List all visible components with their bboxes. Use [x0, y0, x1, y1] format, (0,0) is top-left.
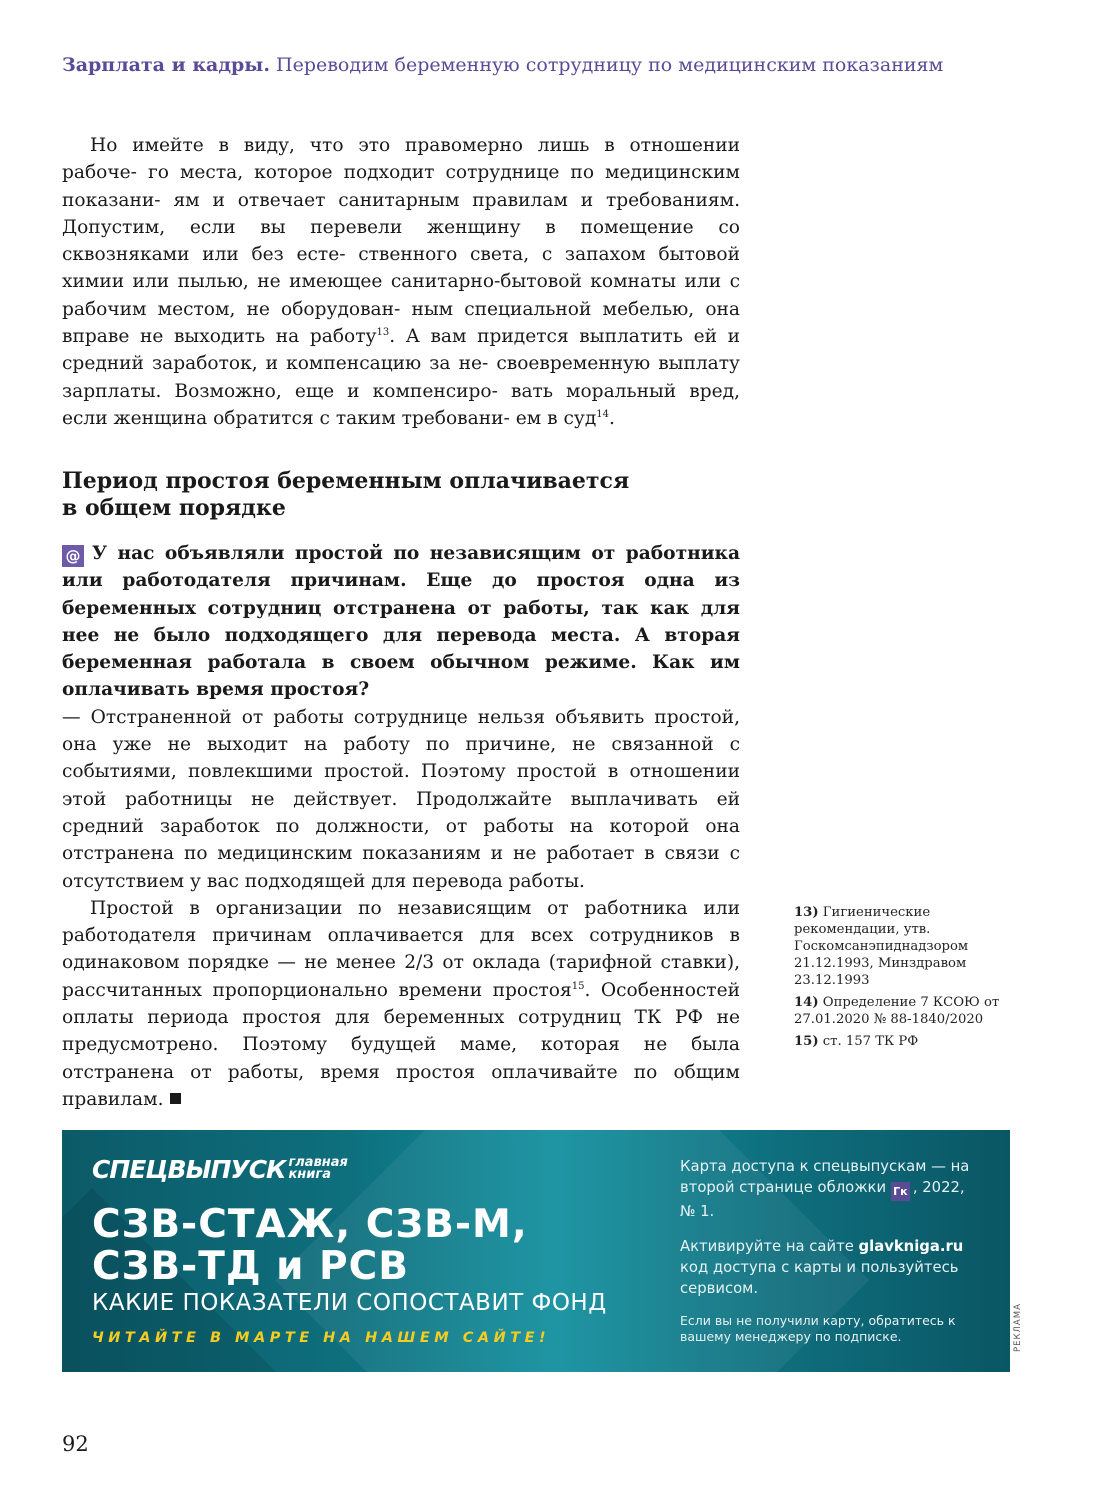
final-text: Простой в организации по независящим от работника или работодателя причинам оплачивается для всех сотрудников в одинаковом порядке — не менее 2/3 от оклада (тарифной ставки), рассчитанных пропорционально времени простоя — [62, 897, 740, 1001]
activate-text — [680, 1236, 980, 1299]
section-heading — [62, 468, 740, 522]
final-text: . Особенностей оплаты периода простоя для беременных сотрудниц ТК РФ не предусмотрено. Поэтому будущей маме, которая не была отстранена от работы, время простоя оплачивайте по общим правилам. — [62, 979, 740, 1110]
intro-line: Но имейте в виду, что это правомерно лишь в отношении рабоче- — [62, 135, 740, 184]
footnote-number: 14) — [794, 995, 819, 1010]
intro-paragraph — [62, 132, 740, 432]
banner-brand-logo — [92, 1156, 348, 1184]
intro-line: ным специальной мебелью, она вправе не выходить на работу — [62, 298, 740, 348]
running-head-section: Зарплата и кадры. — [62, 54, 270, 76]
question-text — [62, 540, 740, 704]
footnote-13 — [794, 904, 1024, 989]
intro-line: своевременную выплату зарплаты. Возможно, еще и компенсиро- — [62, 353, 740, 402]
activate-suffix: код доступа с карты и пользуйтесь сервисом. — [680, 1259, 959, 1297]
intro-line: санитарно-бытовой комнаты или с рабочим местом, не оборудован- — [62, 271, 740, 320]
running-head-title: Переводим беременную сотрудницу по медицинским показаниям — [276, 54, 944, 76]
footnote-ref-15[interactable]: 15 — [571, 980, 585, 992]
intro-line: ем в суд — [515, 407, 597, 429]
footnote-text: ст. 157 ТК РФ — [822, 1034, 919, 1049]
footnote-text: Определение 7 КСОЮ от 27.01.2020 № 88-1840/2020 — [794, 995, 1000, 1027]
brand-sub-line: главная — [288, 1155, 348, 1170]
site-link[interactable]: glavkniga.ru — [858, 1238, 964, 1255]
access-text: Карта доступа к спецвыпускам — на второй странице обложки — [680, 1158, 970, 1196]
footnote-text: Гигиенические рекомендации, утв. Госкомсанэпиднадзором 21.12.1993, Минздравом 23.12.1993 — [794, 905, 969, 988]
advertisement-label: РЕКЛАМА — [1013, 1303, 1023, 1352]
footnote-15 — [794, 1033, 1024, 1050]
end-of-article-square-icon — [170, 1093, 181, 1104]
footnotes — [794, 904, 1024, 1055]
intro-line: го места, которое подходит сотруднице по медицинским показани- — [62, 162, 740, 211]
banner-title-line: СЗВ-СТАЖ, СЗВ-М, — [92, 1202, 528, 1247]
footnote-number: 13) — [794, 905, 819, 920]
question-body: У нас объявляли простой по независящим от работника или работодателя причинам. Еще до простоя одна из беременных сотрудниц отстранена от работы, так как для нее не было подходящего для перевода места. А вторая беременная работала в своем обычном режиме. Как им оплачивать время простоя? — [62, 543, 740, 701]
banner-subtitle: КАКИЕ ПОКАЗАТЕЛИ СОПОСТАВИТ ФОНД — [92, 1290, 607, 1316]
intro-line: ственного света, с запахом бытовой химии или пылью, не имеющее — [62, 244, 740, 293]
intro-line: придется выплатить ей и средний заработок, и компенсацию за не- — [62, 326, 740, 375]
banner-title-line: СЗВ-ТД и РСВ — [92, 1244, 409, 1289]
at-sign-icon: @ — [62, 545, 84, 567]
brand-main: СПЕЦВЫПУСК — [92, 1155, 286, 1184]
intro-line: вать моральный вред, если женщина обратится с таким требовани- — [62, 380, 740, 429]
activate-prefix: Активируйте на сайте — [680, 1238, 854, 1255]
banner-access-info — [680, 1156, 980, 1359]
footnote-number: 15) — [794, 1034, 819, 1049]
gk-logo-icon: Гк — [891, 1182, 910, 1201]
intro-line: . — [609, 407, 615, 429]
intro-line: . А вам — [389, 326, 467, 348]
running-head — [62, 54, 1042, 76]
access-text: , 2022, № 1. — [680, 1179, 965, 1220]
intro-text — [62, 132, 740, 432]
banner-cta[interactable]: ЧИТАЙТЕ В МАРТЕ НА НАШЕМ САЙТЕ! — [92, 1330, 551, 1346]
no-card-note: Если вы не получили карту, обратитесь к вашему менеджеру по подписке. — [680, 1313, 956, 1344]
intro-line: вы перевели женщину в помещение со сквозняками или без есте- — [62, 216, 740, 266]
access-card-text — [680, 1156, 980, 1222]
qa-block — [62, 540, 740, 1113]
footnote-ref-14[interactable]: 14 — [596, 408, 610, 420]
section-heading-line: Период простоя беременным оплачивается — [62, 468, 630, 494]
brand-sub-line: книга — [288, 1167, 331, 1182]
advertisement-banner[interactable] — [62, 1130, 1010, 1372]
final-paragraph — [62, 895, 740, 1113]
footnote-14 — [794, 994, 1024, 1028]
page-number: 92 — [62, 1432, 89, 1456]
banner-title — [92, 1204, 652, 1288]
answer-text: — Отстраненной от работы сотруднице нельзя объявить простой, она уже не выходит на работу по причине, не связанной с событиями, повлекшими простой. Поэтому простой в отношении этой работницы не действует. Продолжайте выплачивать ей средний заработок по должности, от работы на которой она отстранена по медицинским показаниям и не работает в связи с отсутствием у вас подходящей для перевода работы. — [62, 706, 740, 892]
section-heading-line: в общем порядке — [62, 495, 286, 521]
footnote-ref-13[interactable]: 13 — [376, 326, 390, 338]
intro-line: ям и отвечает санитарным правилам и требованиям. Допустим, если — [62, 189, 740, 238]
brand-sub — [288, 1157, 347, 1181]
